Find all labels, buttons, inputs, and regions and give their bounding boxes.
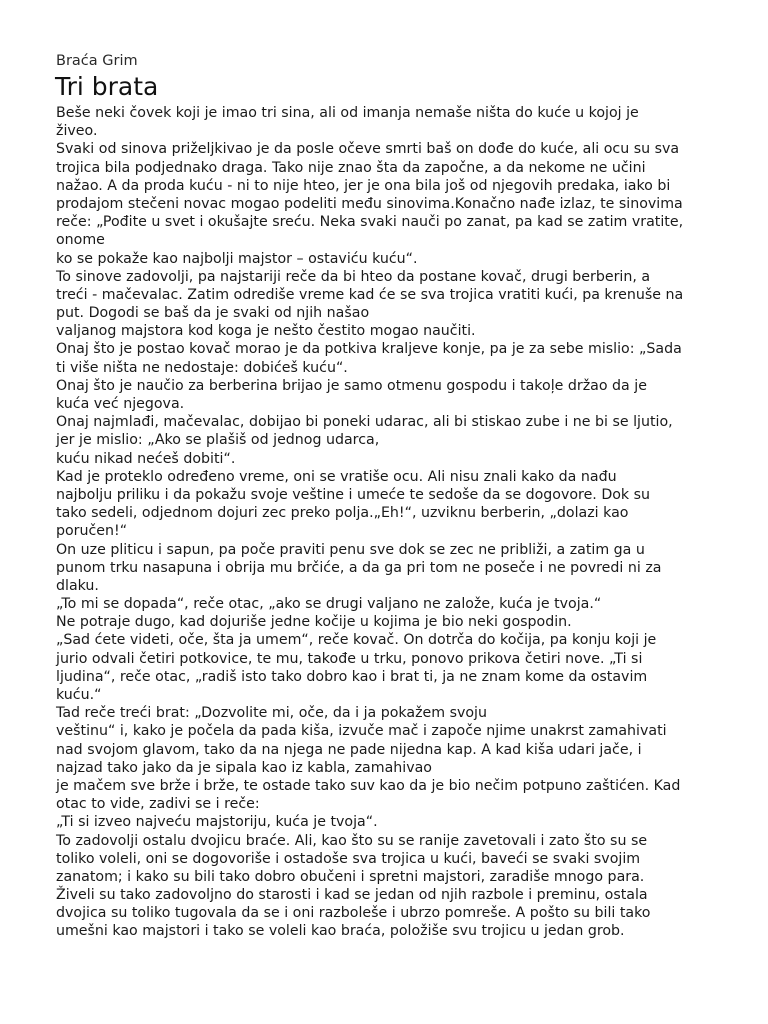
text-line: „To mi se dopada“, reče otac, „ako se drugi valjano ne založe, kuća je tvoja.“ xyxy=(56,596,602,613)
text-line: jurio odvali četiri potkovice, te mu, takođe u trku, ponovo prikova četiri nove. „Ti si xyxy=(56,650,643,667)
text-line: valjanog majstora kod koga je nešto čestito mogao naučiti. xyxy=(56,323,476,340)
author-name: Braća Grim xyxy=(56,53,138,69)
text-line: Kad je proteklo određeno vreme, oni se vratiše ocu. Ali nisu znali kako da nađu xyxy=(56,468,617,485)
text-line: nažao. A da proda kuću - ni to nije hteo, jer je ona bila još od njegovih predaka, iako bi xyxy=(56,177,671,194)
text-line: „Sad ćete videti, oče, šta ja umem“, reče kovač. On dotrča do kočija, pa konju koji je xyxy=(56,632,657,649)
text-line: kuću nikad nećeš dobiti“. xyxy=(56,450,236,467)
text-line: dvojica su toliko tugovala da se i oni razboleše i ubrzo pomreše. A pošto su bili tako xyxy=(56,905,651,922)
text-line: toliko voleli, oni se dogovoriše i ostadoše sva trojica u kući, baveći se svaki svojim xyxy=(56,850,641,867)
text-line: otac to vide, zadivi se i reče: xyxy=(56,796,260,813)
text-line: tako sedeli, odjednom dojuri zec preko polja.„Eh!“, uzviknu berberin, „dolazi kao xyxy=(56,505,629,522)
story-title: Tri brata xyxy=(55,72,159,101)
text-line: živeo. xyxy=(56,123,98,140)
text-line: dlaku. xyxy=(56,577,99,594)
text-line: prodajom stečeni novac mogao podeliti među sinovima.Konačno nađe izlaz, te sinovima xyxy=(56,195,683,212)
text-line: Onaj najmlađi, mačevalac, dobijao bi poneki udarac, ali bi stiskao zube i ne bi se ljutio, xyxy=(56,414,673,431)
text-line: Ne potraje dugo, kad dojuriše jedne kočije u kojima je bio neki gospodin. xyxy=(56,614,572,631)
text-line: put. Dogodi se baš da je svaki od njih našao xyxy=(56,305,370,322)
text-line: kuća već njegova. xyxy=(56,396,185,412)
text-line: punom trku nasapuna i obrija mu brčiće, a da ga pri tom ne poseče i ne povredi ni za xyxy=(56,559,662,576)
text-line: On uze pliticu i sapun, pa poče praviti penu sve dok se zec ne približi, a zatim ga u xyxy=(56,541,645,558)
text-line: kuću.“ xyxy=(56,687,102,703)
text-line: Živeli su tako zadovoljno do starosti i kad se jedan od njih razbole i preminu, ostala xyxy=(56,887,648,904)
text-line: To sinove zadovolji, pa najstariji reče da bi hteo da postane kovač, drugi berberin, a xyxy=(56,268,651,285)
text-line: zanatom; i kako su bili tako dobro obučeni i spretni majstori, zaradiše mnogo para. xyxy=(56,868,645,885)
text-line: „Ti si izveo najveću majstoriju, kuća je tvoja“. xyxy=(56,814,378,831)
text-line: treći - mačevalac. Zatim odrediše vreme kad će se sva trojica vratiti kući, pa krenuše na xyxy=(56,286,684,303)
story-body xyxy=(56,104,716,941)
text-line: nad svojom glavom, tako da na njega ne pade nijedna kap. A kad kiša udari jače, i xyxy=(56,741,642,758)
text-line: umešni kao majstori i tako se voleli kao braća, položiše svu trojicu u jedan grob. xyxy=(56,923,625,940)
text-line: Beše neki čovek koji je imao tri sina, ali od imanja nemaše ništa do kuće u kojoj je xyxy=(56,105,639,121)
text-line: Svaki od sinova priželjkivao je da posle očeve smrti baš on dođe do kuće, ali ocu su sva xyxy=(56,141,680,158)
text-line: najzad tako jako da je sipala kao iz kabla, zamahivao xyxy=(56,759,432,776)
text-line: To zadovolji ostalu dvojicu braće. Ali, kao što su se ranije zavetovali i zato što su se xyxy=(56,832,648,849)
text-line: ti više ništa ne nedostaje: dobićeš kuću“. xyxy=(56,359,348,376)
text-line: Tad reče treći brat: „Dozvolite mi, oče, da i ja pokažem svoju xyxy=(56,705,487,722)
text-line: najbolju priliku i da pokažu svoje veštine i umeće te sedoše da se dogovore. Dok su xyxy=(56,486,651,503)
text-line: jer je mislio: „Ako se plašiš od jednog udarca, xyxy=(56,432,380,449)
text-line: onome xyxy=(56,232,105,249)
text-line: Onaj što je postao kovač morao je da potkiva kraljeve konje, pa je za sebe mislio: „Sada xyxy=(56,341,682,358)
text-line: ko se pokaže kao najbolji majstor – ostaviću kuću“. xyxy=(56,250,418,267)
text-line: trojica bila podjednako draga. Tako nije znao šta da započne, a da nekome ne učini xyxy=(56,159,646,176)
text-line: poručen!“ xyxy=(56,523,128,540)
text-line: Onaj što je naučio za berberina brijao je samo otmenu gospodu i takoļe držao da je xyxy=(56,377,647,394)
text-line: ljudina“, reče otac, „radiš isto tako dobro kao i brat ti, ja ne znam kome da ostavim xyxy=(56,668,648,685)
text-line: veštinu“ i, kako je počela da pada kiša, izvuče mač i započe njime unakrst zamahivati xyxy=(56,723,667,740)
text-line: reče: „Pođite u svet i okušajte sreću. Neka svaki nauči po zanat, pa kad se zatim vratite, xyxy=(56,214,684,231)
text-line: je mačem sve brže i brže, te ostade tako suv kao da je bio nečim potpuno zaštićen. Kad xyxy=(56,777,681,794)
